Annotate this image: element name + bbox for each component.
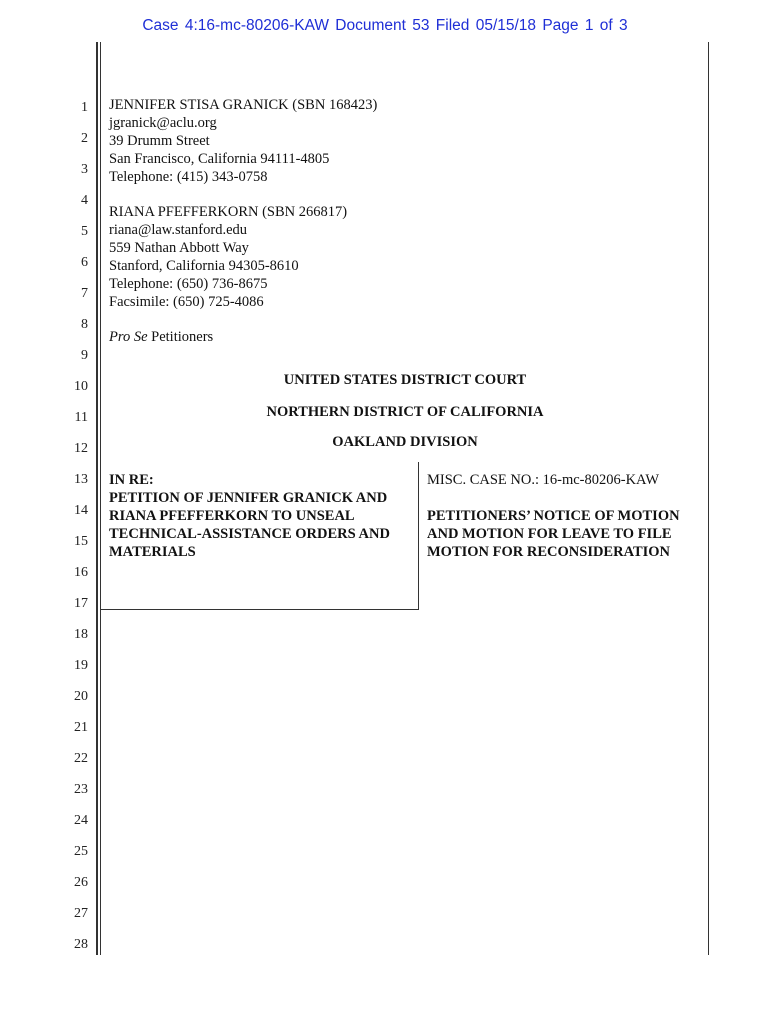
line-number: 27 — [74, 906, 88, 921]
attorney-address-line2: San Francisco, California 94111-4805 — [109, 150, 330, 167]
attorney-address-line2: Stanford, California 94305-8610 — [109, 257, 299, 274]
attorney-block-pfefferkorn — [109, 204, 347, 311]
line-number: 18 — [74, 627, 88, 642]
line-number: 10 — [74, 379, 88, 394]
line-number: 23 — [74, 782, 88, 797]
line-number: 14 — [74, 503, 88, 518]
court-district: NORTHERN DISTRICT OF CALIFORNIA — [266, 404, 544, 420]
line-number: 22 — [74, 751, 88, 766]
document-title-line: PETITIONERS’ NOTICE OF MOTION — [427, 508, 680, 524]
line-number: 21 — [74, 720, 88, 735]
caption-line: PETITION OF JENNIFER GRANICK AND — [109, 490, 388, 506]
case-caption-parties — [109, 471, 390, 561]
attorney-telephone: Telephone: (415) 343-0758 — [109, 168, 268, 185]
line-number: 25 — [74, 844, 88, 859]
left-margin-rule-inner — [100, 42, 101, 955]
line-number: 15 — [74, 534, 88, 549]
case-number: MISC. CASE NO.: 16-mc-80206-KAW — [427, 472, 660, 488]
attorney-address-line1: 559 Nathan Abbott Way — [109, 239, 249, 256]
attorney-block-granick — [109, 97, 377, 187]
attorney-name: JENNIFER STISA GRANICK (SBN 168423) — [109, 97, 378, 113]
caption-line: TECHNICAL-ASSISTANCE ORDERS AND — [109, 526, 390, 542]
line-number: 5 — [81, 224, 88, 239]
line-number: 11 — [74, 410, 88, 425]
case-caption-title — [427, 471, 680, 561]
line-number: 8 — [81, 317, 88, 332]
line-number: 28 — [74, 937, 88, 952]
line-number: 4 — [81, 193, 88, 208]
caption-divider-vertical — [418, 462, 419, 610]
caption-line: IN RE: — [109, 472, 154, 488]
line-number: 2 — [81, 131, 88, 146]
line-number: 12 — [74, 441, 88, 456]
attorney-address-line1: 39 Drumm Street — [109, 132, 210, 149]
left-margin-rule-outer — [96, 42, 98, 955]
attorney-email: riana@law.stanford.edu — [109, 221, 248, 238]
attorney-telephone: Telephone: (650) 736-8675 — [109, 275, 268, 292]
line-number: 3 — [81, 162, 88, 177]
document-title-line: AND MOTION FOR LEAVE TO FILE — [427, 526, 672, 542]
line-number: 1 — [81, 100, 88, 115]
case-header: Case 4:16-mc-80206-KAW Document 53 Filed 05/15/18 Page 1 of 3 — [142, 17, 628, 34]
document-title-line: MOTION FOR RECONSIDERATION — [427, 544, 671, 560]
attorney-name: RIANA PFEFFERKORN (SBN 266817) — [109, 204, 348, 220]
line-number: 19 — [74, 658, 88, 673]
line-number: 24 — [74, 813, 88, 828]
line-number: 26 — [74, 875, 88, 890]
court-name: UNITED STATES DISTRICT COURT — [283, 372, 527, 388]
line-number: 17 — [74, 596, 88, 611]
caption-line: RIANA PFEFFERKORN TO UNSEAL — [109, 508, 355, 524]
line-number: 7 — [81, 286, 88, 301]
pro-se-label: Pro Se — [109, 329, 148, 345]
party-designation — [109, 329, 213, 347]
right-margin-rule — [708, 42, 709, 955]
line-number: 6 — [81, 255, 88, 270]
attorney-facsimile: Facsimile: (650) 725-4086 — [109, 293, 264, 310]
line-number: 13 — [74, 472, 88, 487]
line-number: 16 — [74, 565, 88, 580]
caption-divider-horizontal — [101, 609, 419, 610]
attorney-email: jgranick@aclu.org — [109, 114, 217, 131]
line-number: 20 — [74, 689, 88, 704]
petitioners-label: Petitioners — [147, 329, 214, 345]
line-number: 9 — [81, 348, 88, 363]
caption-line: MATERIALS — [109, 544, 196, 560]
court-division: OAKLAND DIVISION — [332, 434, 478, 450]
